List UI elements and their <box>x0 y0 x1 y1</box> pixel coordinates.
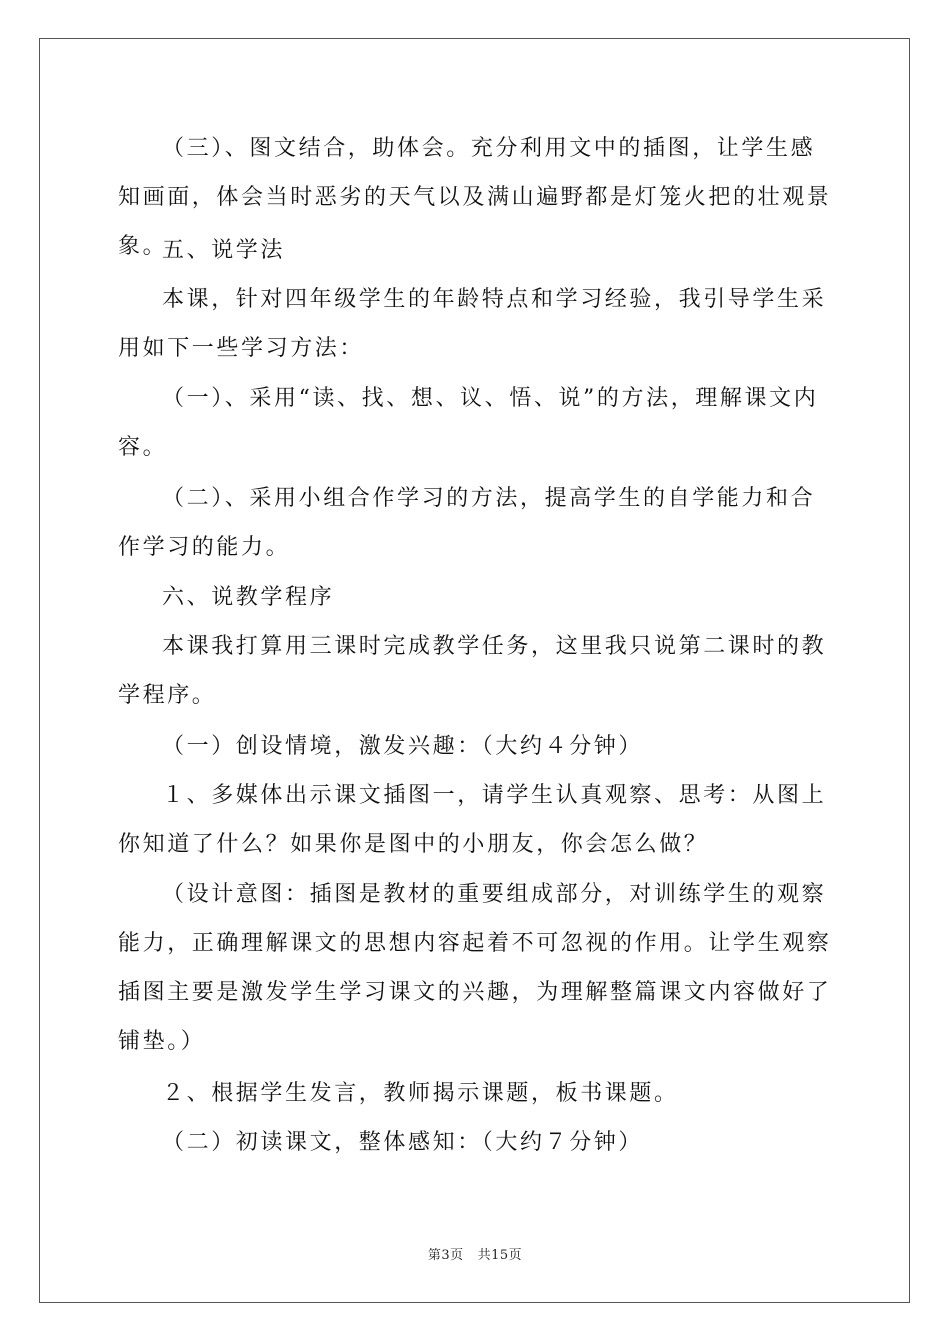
paragraph-procedure-intro: 本课我打算用三课时完成教学任务，这里我只说第二课时的教学程序。 <box>118 634 827 708</box>
page-footer <box>0 1244 950 1263</box>
heading-learning-methods: 五、说学法 <box>162 238 286 263</box>
paragraph-method-two: （二）、采用小组合作学习的方法，提高学生的自学能力和合作学习的能力。 <box>118 486 816 560</box>
paragraph-method-one: （一）、采用“读、找、想、议、悟、说”的方法，理解课文内容。 <box>118 386 819 460</box>
page-total: 共15页 <box>477 1248 523 1263</box>
heading-teaching-procedure: 六、说教学程序 <box>162 585 335 610</box>
heading-step-two: （二）初读课文，整体感知：（大约７分钟） <box>162 1130 644 1155</box>
paragraph-step-one-item-2: ２、根据学生发言，教师揭示课题，板书课题。 <box>162 1081 679 1106</box>
heading-step-one: （一）创设情境，激发兴趣：（大约４分钟） <box>162 734 644 759</box>
paragraph-step-one-item-1: １、多媒体出示课文插图一，请学生认真观察、思考：从图上你知道了什么？如果你是图中的小朋友，你会怎么做？ <box>118 783 827 857</box>
page-number: 第3页 <box>427 1248 464 1263</box>
paragraph-design-intent: （设计意图：插图是教材的重要组成部分，对训练学生的观察能力，正确理解课文的思想内容起着不可忽视的作用。让学生观察插图主要是激发学生学习课文的兴趣，为理解整篇课文内容做好了铺垫。） <box>118 882 832 1054</box>
paragraph-figure-text: （三）、图文结合，助体会。充分利用文中的插图，让学生感知画面，体会当时恶劣的天气以及满山遍野都是灯笼火把的壮观景象。 <box>118 136 832 259</box>
paragraph-methods-intro: 本课，针对四年级学生的年龄特点和学习经验，我引导学生采用如下一些学习方法： <box>118 287 827 361</box>
